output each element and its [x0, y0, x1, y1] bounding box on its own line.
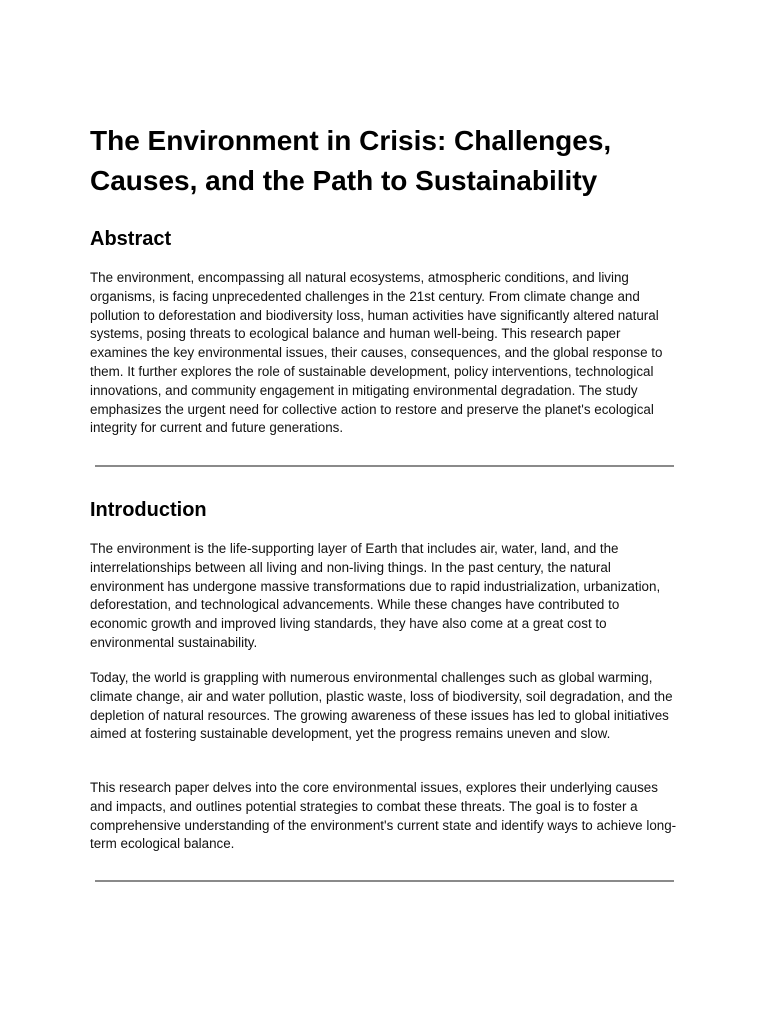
introduction-paragraph-1: The environment is the life-supporting layer of Earth that includes air, water, land, and the interrelationships between all living and non-living things. In the past century, the natural environment has undergone massive transformations due to rapid industrialization, urbanization, deforestation, and technological advancements. While these changes have contributed to economic growth and improved living standards, they have also come at a great cost to environmental sustainability. — [90, 541, 661, 650]
document-title: The Environment in Crisis: Challenges, Causes, and the Path to Sustainability — [90, 125, 612, 196]
section-divider — [95, 465, 674, 467]
section-divider — [95, 880, 674, 882]
abstract-paragraph: The environment, encompassing all natural ecosystems, atmospheric conditions, and living organisms, is facing unprecedented challenges in the 21st century. From climate change and pollution to deforestation and biodiversity loss, human activities have significantly altered natural systems, posing threats to ecological balance and human well-being. This research paper examines the key environmental issues, their causes, consequences, and the global response to them. It further explores the role of sustainable development, policy interventions, technological innovations, and community engagement in mitigating environmental degradation. The study emphasizes the urgent need for collective action to restore and preserve the planet's ecological integrity for current and future generations. — [90, 270, 663, 436]
abstract-heading: Abstract — [90, 228, 172, 250]
introduction-paragraph-2: Today, the world is grappling with numerous environmental challenges such as global warming, climate change, air and water pollution, plastic waste, loss of biodiversity, soil degradation, and the depletion of natural resources. The growing awareness of these issues has led to global initiatives aimed at fostering sustainable development, yet the progress remains uneven and slow. — [90, 670, 673, 742]
introduction-heading: Introduction — [90, 499, 207, 521]
introduction-paragraph-3: This research paper delves into the core environmental issues, explores their underlying causes and impacts, and outlines potential strategies to combat these threats. The goal is to foster a comprehensive understanding of the environment's current state and identify ways to achieve long-term ecological balance. — [90, 780, 677, 852]
